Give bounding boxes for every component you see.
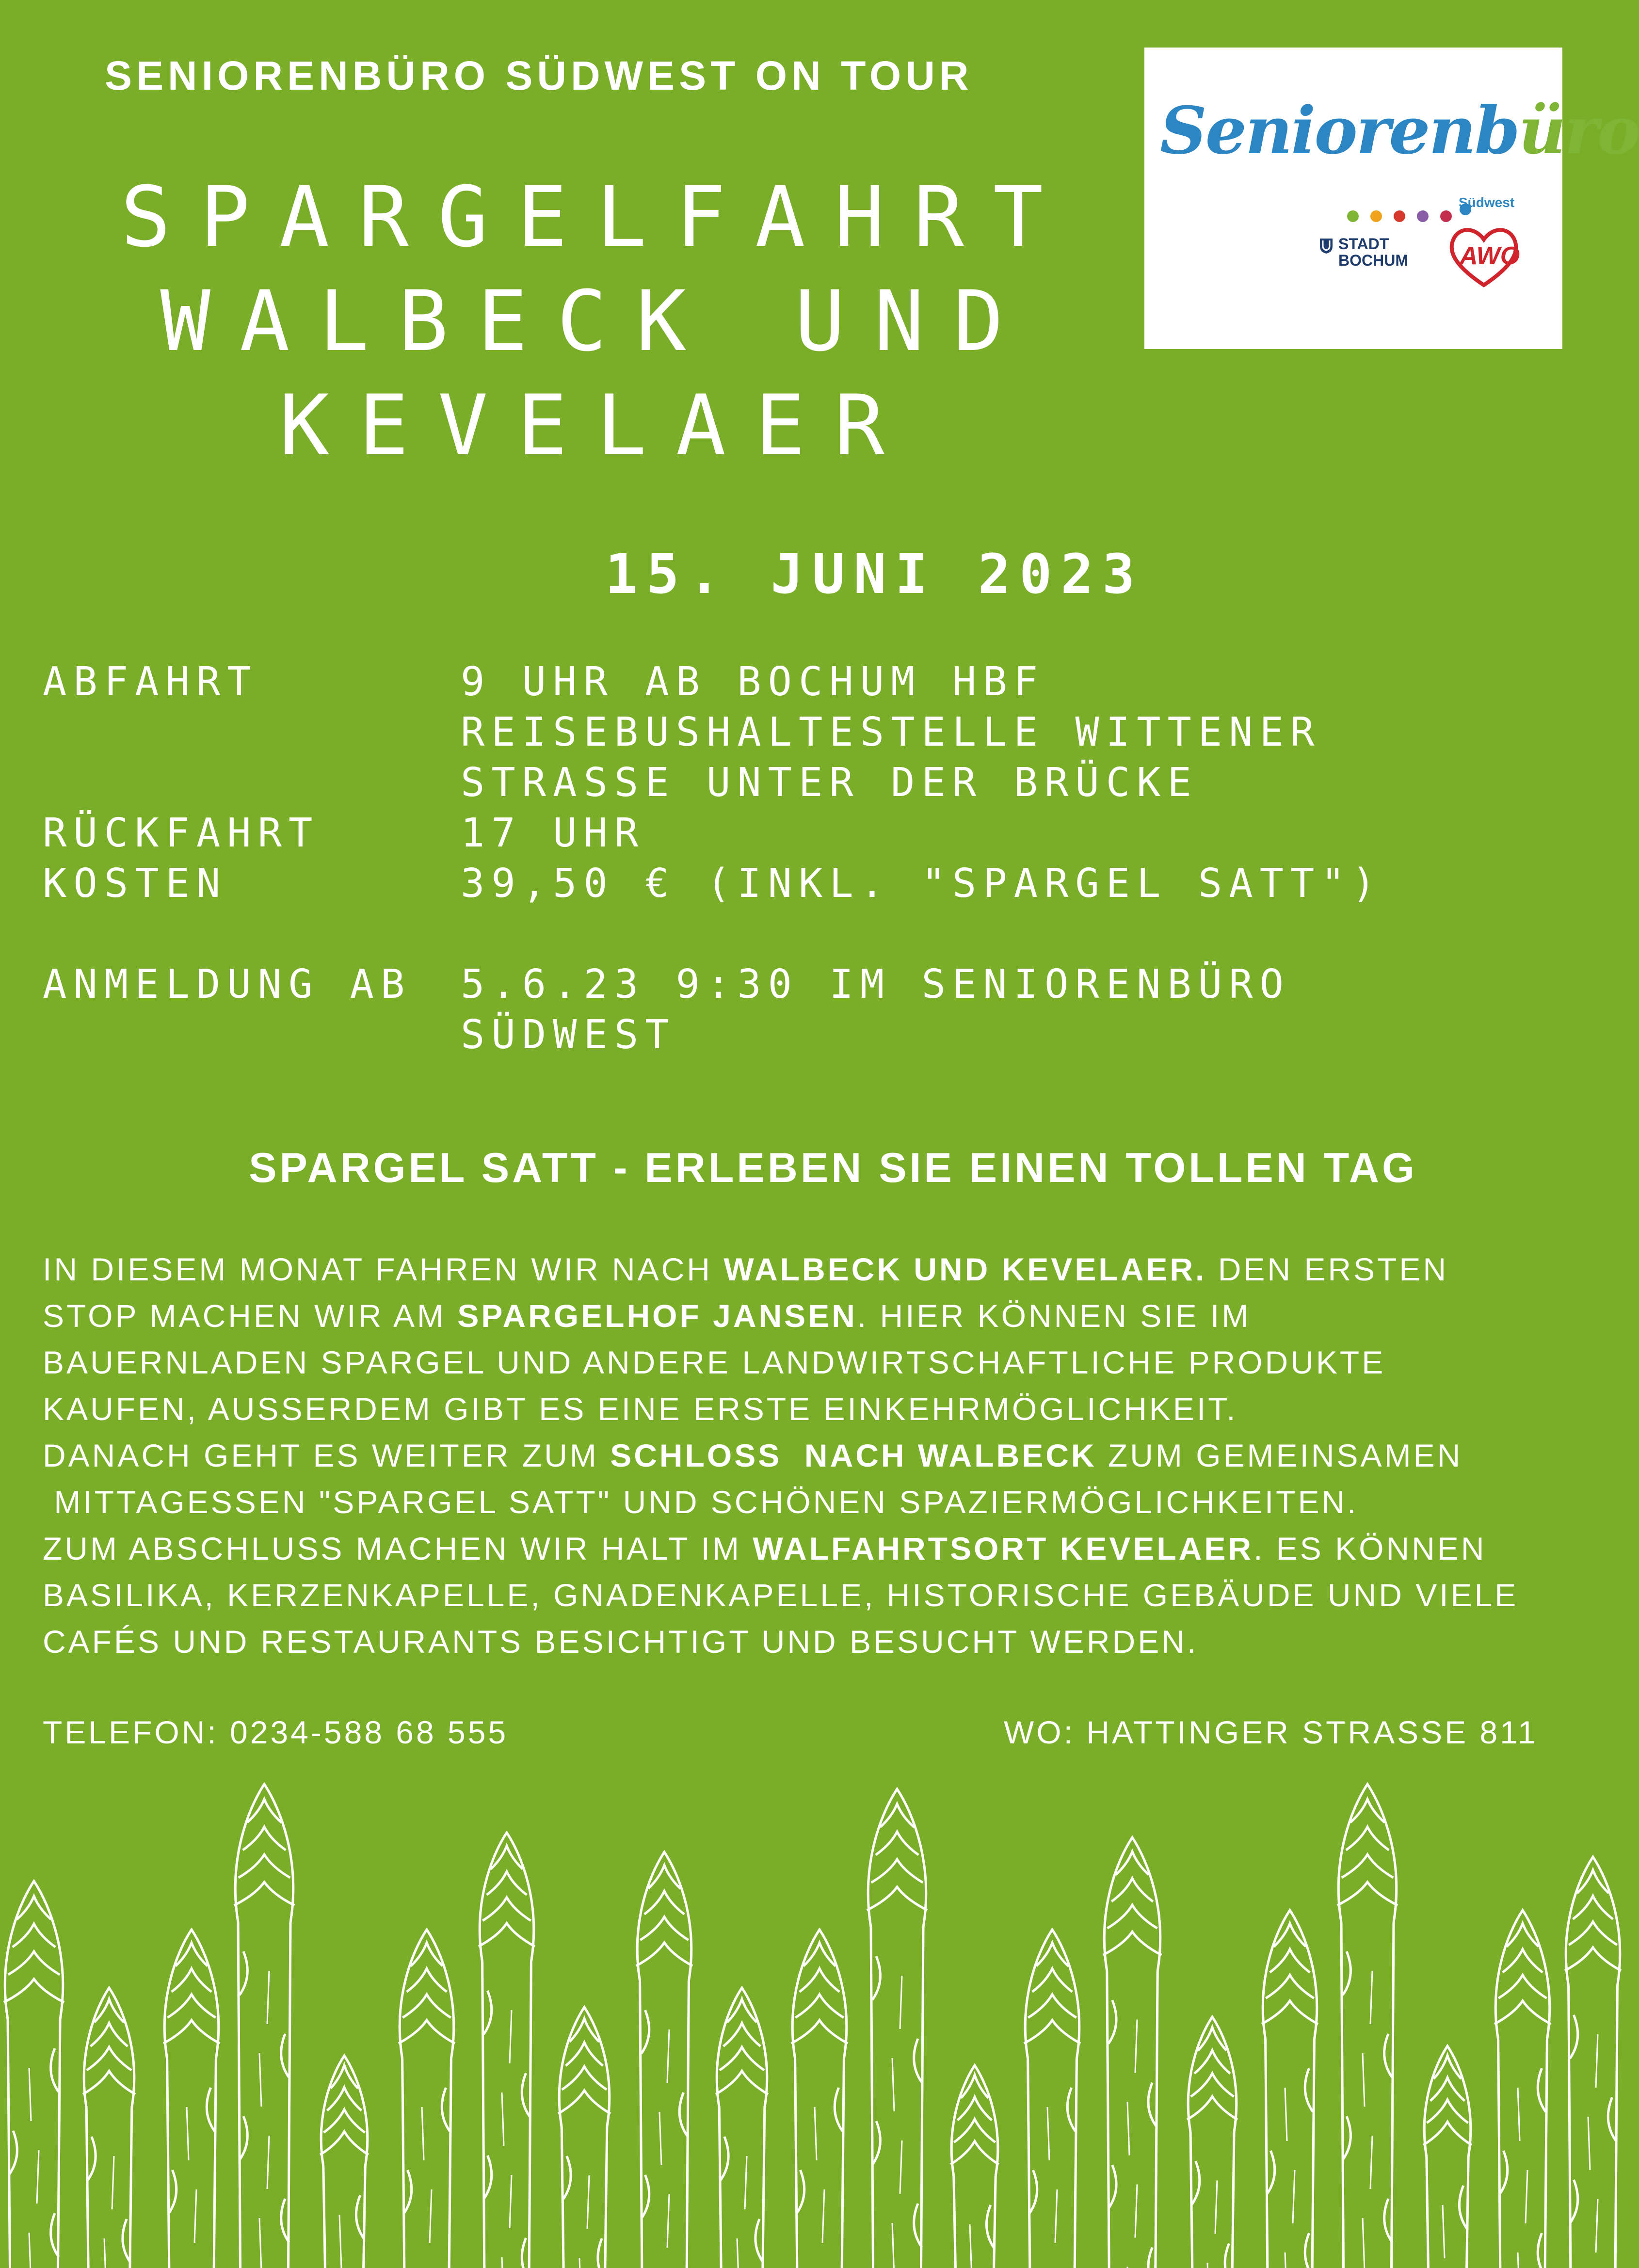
text-run: STOP MACHEN WIR AM [43,1298,458,1334]
text-run: . HIER KÖNNEN SIE IM [857,1298,1251,1334]
body-line [43,1293,1565,1339]
text-run: DEN ERSTEN [1206,1251,1449,1287]
body-line [43,1525,1565,1572]
detail-value: REISEBUSHALTESTELLE WITTENER [461,709,1321,755]
contact-phone: TELEFON: 0234-588 68 555 [43,1714,509,1750]
text-run: ZUM GEMEINSAMEN [1096,1437,1463,1473]
detail-value: SÜDWEST [461,1012,676,1058]
asparagus-spear [636,1852,692,2268]
asparagus-spear [1337,1784,1398,2268]
title-line-3: KEVELAER [279,377,914,474]
text-run: . ES KÖNNEN [1253,1531,1487,1566]
asparagus-spear [399,1930,455,2268]
logo-partner: AWO [1460,242,1520,270]
detail-value: 17 UHR [461,810,645,856]
description-text [43,1246,1565,1665]
body-line [43,1432,1565,1479]
text-emphasis: SPARGELHOF JANSEN [457,1298,857,1334]
logo-dot [1370,210,1382,222]
detail-value: STRASSE UNTER DER BRÜCKE [461,760,1198,806]
logo-dot [1417,210,1429,222]
logo-city [1338,236,1408,269]
asparagus-spear [479,1833,535,2268]
text-emphasis: SCHLOSS NACH WALBECK [610,1437,1097,1473]
detail-label: RÜCKFAHRT [43,810,320,856]
asparagus-spear [1024,1930,1080,2268]
text-run: ZUM ABSCHLUSS MACHEN WIR HALT IM [43,1531,753,1566]
asparagus-spear [163,1930,220,2268]
logo-city-line-2: BOCHUM [1338,252,1408,269]
asparagus-spear [867,1789,928,2268]
asparagus-spear [558,2007,611,2268]
asparagus-spear [1187,2017,1237,2268]
asparagus-spear [320,2056,369,2268]
contact-address: WO: HATTINGER STRASSE 811 [1004,1714,1538,1750]
detail-value: 9 UHR AB BOCHUM HBF [461,659,1044,705]
asparagus-spear [716,1988,768,2268]
text-run: IN DIESEM MONAT FAHREN WIR NACH [43,1251,724,1287]
logo-dot [1440,210,1452,222]
asparagus-spear [1262,1910,1318,2268]
body-line: KAUFEN, AUSSERDEM GIBT ES EINE ERSTE EINKEHRMÖGLICHKEIT. [43,1391,1238,1427]
logo-word-main: Seniorenb [1160,92,1519,169]
detail-label: KOSTEN [43,861,227,907]
organizer-logo [1144,48,1639,349]
asparagus-spear [1565,1857,1621,2268]
asparagus-spear [1103,1837,1161,2268]
body-line: BAUERNLADEN SPARGEL UND ANDERE LANDWIRTSCHAFTLICHE PRODUKTE [43,1344,1386,1380]
asparagus-spear [4,1881,64,2268]
city-crest-icon [1319,238,1334,254]
logo-dot [1347,210,1359,222]
title-line-2: WALBECK UND [160,272,1033,370]
text-emphasis: WALFAHRTSORT KEVELAER [753,1531,1254,1566]
poster-kicker: SENIORENBÜRO SÜDWEST ON TOUR [105,53,973,98]
poster-title [73,165,1120,478]
event-date: 15. JUNI 2023 [605,543,1144,606]
asparagus-spear [791,1930,848,2268]
text-emphasis: WALBECK UND KEVELAER. [723,1251,1207,1287]
detail-label: ANMELDUNG AB [43,961,412,1007]
title-line-1: SPARGELFAHRT [120,168,1073,266]
asparagus-spear [234,1784,295,2268]
body-line: MITTAGESSEN "SPARGEL SATT" UND SCHÖNEN SPAZIERMÖGLICHKEITEN. [43,1484,1359,1520]
logo-city-line-1: STADT [1338,235,1389,253]
detail-label: ABFAHRT [43,659,258,705]
body-line [43,1246,1565,1293]
asparagus-illustration [0,1784,1603,2268]
logo-word-tail: üro [1518,92,1639,169]
logo-dot [1394,210,1405,222]
asparagus-spear [1423,2046,1472,2268]
asparagus-spear [950,2065,999,2268]
detail-value: 5.6.23 9:30 IM SENIORENBÜRO [461,961,1290,1007]
asparagus-spear [83,1988,135,2268]
logo-subtitle: Südwest [1459,195,1515,210]
logo-wordmark [1160,92,1639,169]
body-line: BASILIKA, KERZENKAPELLE, GNADENKAPELLE, HISTORISCHE GEBÄUDE UND VIELE [43,1577,1519,1613]
detail-value: 39,50 € (INKL. "SPARGEL SATT") [461,861,1383,907]
body-line: CAFÉS UND RESTAURANTS BESICHTIGT UND BESUCHT WERDEN. [43,1624,1199,1660]
asparagus-spear [1494,1910,1551,2268]
tagline: SPARGEL SATT - ERLEBEN SIE EINEN TOLLEN TAG [249,1145,1417,1191]
text-run: DANACH GEHT ES WEITER ZUM [43,1437,611,1473]
